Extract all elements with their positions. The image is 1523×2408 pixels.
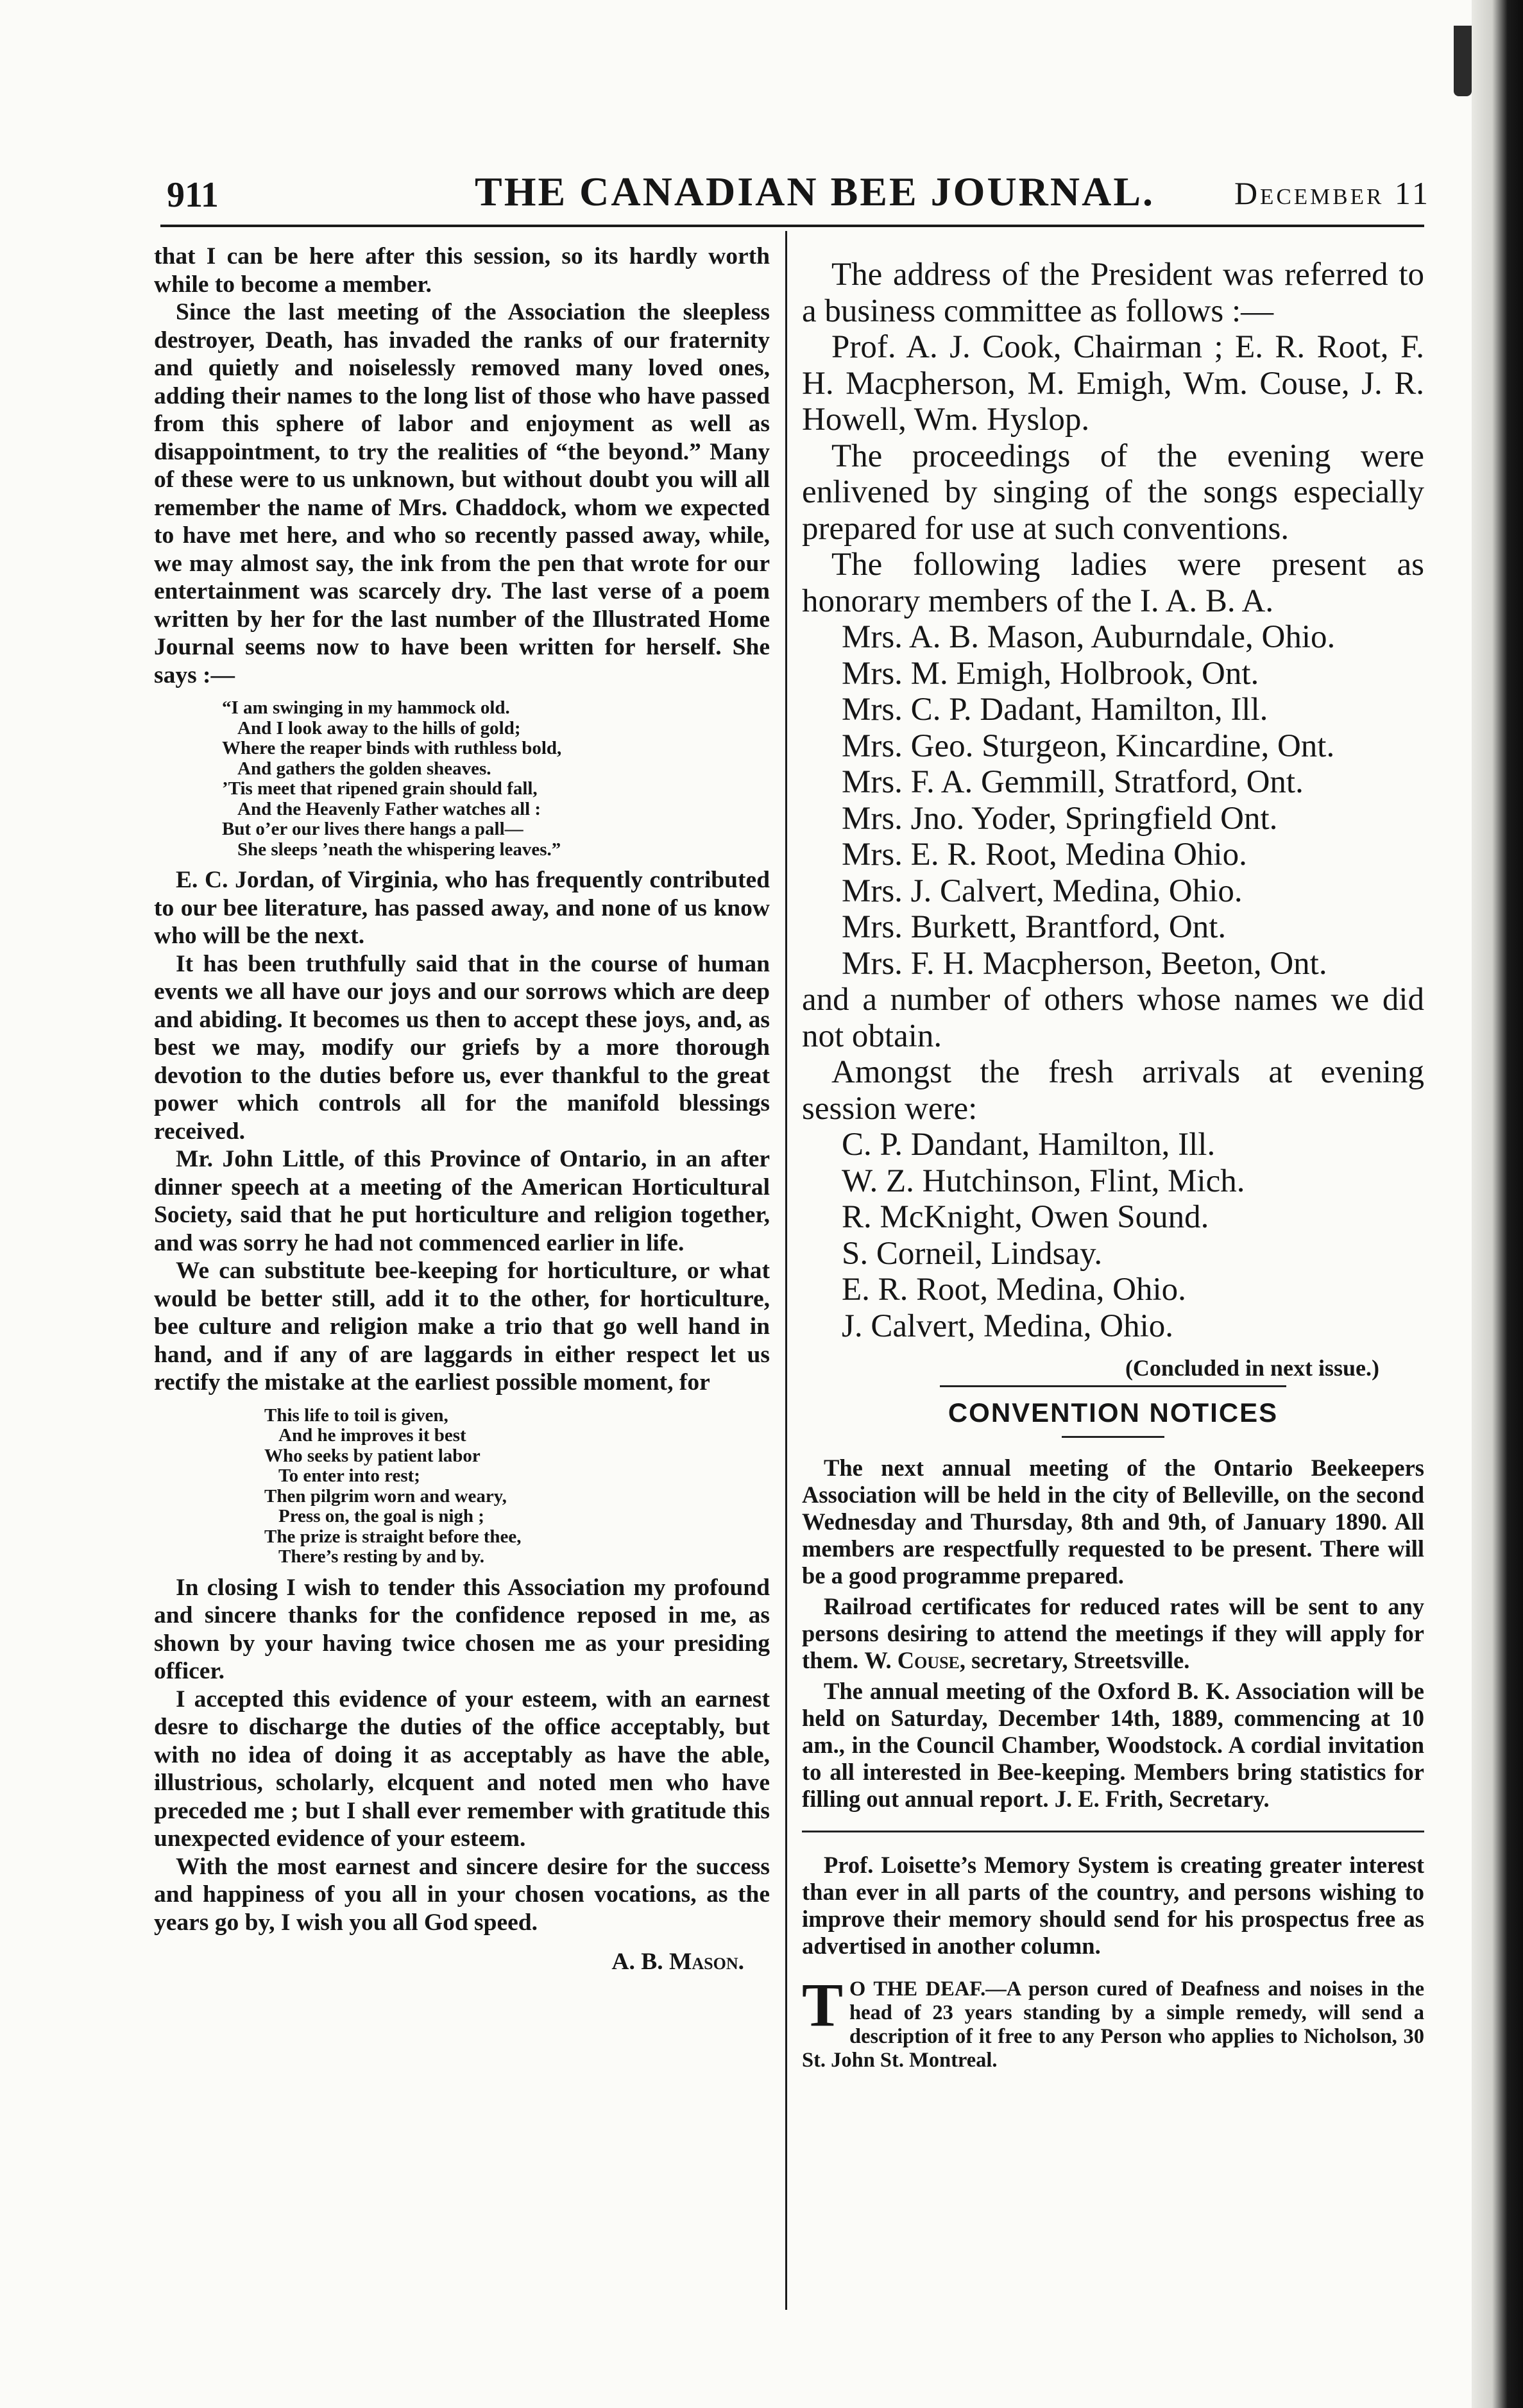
list-item: Mrs. Burkett, Brantford, Ont. — [842, 909, 1227, 945]
paragraph: E. C. Jordan, of Virginia, who has frequently contributed to our bee literature, has passed away, and none of us know who will be the next. — [154, 867, 770, 949]
notice-railroad-role: secretary, Streetsville. — [971, 1647, 1190, 1673]
author-signature: A. B. Mason. — [611, 1949, 744, 1975]
ad-deafness-cure — [802, 1970, 1424, 2072]
paragraph: Mr. John Little, of this Province of Ontario, in an after dinner speech at a meeting of the American Horticultural Society, said that he put horticulture and religion together, and was sorry he had not commenced earlier in life. — [154, 1146, 770, 1256]
header-rule — [160, 225, 1424, 227]
paragraph: The proceedings of the evening were enlivened by singing of the songs especially prepared for use at such conventions. — [802, 438, 1424, 547]
poem-line: And gathers the golden sheaves. — [237, 758, 491, 779]
notice-railroad-text: Railroad certificates for reduced rates will be sent to any persons desiring to attend the meetings if they will apply for them. — [802, 1593, 1424, 1673]
paragraph: We can substitute bee-keeping for horticulture, or what would be better still, add it to the other, for horticulture, bee culture and religion make a trio that go well hand in hand, and if any of are laggards in either respect let us rectify the mistake at the earliest possible moment, for — [154, 1258, 770, 1396]
paragraph: I accepted this evidence of your esteem, with an earnest desre to discharge the duties of the office acceptably, but with no idea of doing it as acceptably as have the able, illustrious, scholarly, elcquent and noted men who have preceded me ; but I shall ever remember with gratitude this unexpected evidence of your esteem. — [154, 1686, 770, 1852]
left-column — [154, 243, 770, 1976]
list-item: Mrs. A. B. Mason, Auburndale, Ohio. — [842, 619, 1336, 655]
section-rule — [1062, 1436, 1164, 1438]
list-item: Mrs. F. H. Macpherson, Beeton, Ont. — [842, 945, 1327, 982]
notice-railroad — [802, 1593, 1424, 1674]
paragraph: In closing I wish to tender this Association my profound and sincere thanks for the confidence reposed in me, as shown by your having twice chosen me as your presiding officer. — [154, 1574, 770, 1684]
right-column — [802, 257, 1424, 2072]
notice-railroad-name: W. Couse, — [864, 1647, 966, 1673]
poem-line: Who seeks by patient labor — [264, 1445, 481, 1466]
list-item: Mrs. J. Calvert, Medina, Ohio. — [842, 873, 1243, 909]
notices-rule — [802, 1831, 1424, 1832]
page-number: 911 — [167, 175, 219, 215]
convention-report — [802, 257, 1424, 1344]
paragraph: The address of the President was referred to a business committee as follows :— — [802, 257, 1424, 329]
poem-line: To enter into rest; — [278, 1465, 420, 1486]
paragraph: Amongst the fresh arrivals at evening session were: — [802, 1054, 1424, 1127]
poem-line: “I am swinging in my hammock old. — [222, 697, 510, 718]
advertisements — [802, 1852, 1424, 1960]
column-divider — [785, 231, 787, 2310]
notice-oxford: The annual meeting of the Oxford B. K. Association will be held on Saturday, December 14th, 1889, commencing at 10 am., in the Council Chamber, Woodstock. A cordial invitation to all interested in Bee-keeping. Members bring statistics for filling out annual report. J. E. Frith, Secretary. — [802, 1678, 1424, 1812]
paragraph: Since the last meeting of the Association the sleepless destroyer, Death, has invaded the ranks of our fraternity and quietly and noiselessly removed many loved ones, adding their names to the long list of those who have passed from this sphere of labor and enjoyment as well as disappointment, to try the realities of “the beyond.” Many of these were to us unknown, but without doubt you will all remember the name of Mrs. Chaddock, whom we expected to have met here, and who so recently passed away, while, we may almost say, the ink from the pen that wrote for our entertainment was scarcely dry. The last verse of a poem written by her for the last number of the Illustrated Home Journal seems now to have been written for herself. She says :— — [154, 299, 770, 688]
poem-line: And the Heavenly Father watches all : — [237, 798, 541, 819]
paragraph: that I can be here after this session, so its hardly worth while to become a member. — [154, 243, 770, 298]
poem-line: ’Tis meet that ripened grain should fall, — [222, 778, 538, 799]
list-item: C. P. Dandant, Hamilton, Ill. — [842, 1127, 1216, 1163]
poem-line: And he improves it best — [278, 1425, 466, 1446]
page-edge-tab — [1454, 26, 1472, 96]
drop-cap: T — [802, 1970, 844, 2039]
running-header — [128, 168, 1431, 219]
journal-title: THE CANADIAN BEE JOURNAL. — [475, 169, 1155, 214]
poem-line: The prize is straight before thee, — [264, 1526, 522, 1547]
ad-deafness-text: O THE DEAF.—A person cured of Deafness and noises in the head of 23 years standing by a simple remedy, will send a description of it free to any Person who applies to Nicholson, 30 St. John St. Montreal. — [802, 1977, 1424, 2072]
ad-loisette: Prof. Loisette’s Memory System is creating greater interest than ever in all parts of the country, and persons wishing to improve their memory should send for his prospectus free as advertised in another column. — [802, 1852, 1424, 1959]
poem-line: And I look away to the hills of gold; — [237, 717, 521, 739]
list-item: E. R. Root, Medina, Ohio. — [842, 1272, 1186, 1308]
poem-line: Press on, the goal is nigh ; — [278, 1506, 484, 1526]
honorary-ladies-list — [802, 619, 1424, 982]
notices — [802, 1455, 1424, 1813]
notice-ontario: The next annual meeting of the Ontario Beekeepers Association will be held in the city of Belleville, on the second Wednesday and Thursday, 8th and 9th, of January 1890. All members are respectfully requested to be present. There will be a good programme prepared. — [802, 1455, 1424, 1589]
list-item: R. McKnight, Owen Sound. — [842, 1199, 1209, 1235]
poem-line: Where the reaper binds with ruthless bold, — [222, 738, 562, 758]
arrivals-list — [802, 1127, 1424, 1344]
list-item: Mrs. F. A. Gemmill, Stratford, Ont. — [842, 764, 1304, 800]
list-item: Mrs. E. R. Root, Medina Ohio. — [842, 837, 1247, 873]
poem-line: This life to toil is given, — [264, 1405, 448, 1426]
paragraph: With the most earnest and sincere desire for the success and happiness of you all in your chosen vocations, as the years go by, I wish you all God speed. — [154, 1853, 770, 1936]
poem-mrs-chaddock — [154, 698, 770, 860]
poem-line: She sleeps ’neath the whispering leaves.” — [237, 839, 561, 860]
section-heading: CONVENTION NOTICES — [948, 1397, 1279, 1428]
paragraph: Prof. A. J. Cook, Chairman ; E. R. Root, F. H. Macpherson, M. Emigh, Wm. Couse, J. R. Howell, Wm. Hyslop. — [802, 329, 1424, 438]
paragraph: The following ladies were present as honorary members of the I. A. B. A. — [802, 547, 1424, 619]
list-item: Mrs. Geo. Sturgeon, Kincardine, Ont. — [842, 728, 1335, 764]
list-item: S. Corneil, Lindsay. — [842, 1235, 1103, 1272]
poem-line: But o’er our lives there hangs a pall— — [222, 819, 523, 839]
paragraph: and a number of others whose names we did not obtain. — [802, 982, 1424, 1054]
list-item: J. Calvert, Medina, Ohio. — [842, 1308, 1173, 1344]
list-item: Mrs. Jno. Yoder, Springfield Ont. — [842, 800, 1278, 837]
paragraph: It has been truthfully said that in the course of human events we all have our joys and our sorrows which are deep and abiding. It becomes us then to accept these joys, and, as best we may, modify our griefs by a more thorough devotion to the duties before us, ever thankful to the great power which controls all for the manifold blessings received. — [154, 950, 770, 1145]
list-item: Mrs. C. P. Dadant, Hamilton, Ill. — [842, 692, 1268, 728]
poem-life-to-toil — [154, 1406, 770, 1567]
poem-line: Then pilgrim worn and weary, — [264, 1485, 507, 1507]
poem-line: There’s resting by and by. — [278, 1546, 484, 1567]
list-item: W. Z. Hutchinson, Flint, Mich. — [842, 1163, 1245, 1199]
list-item: Mrs. M. Emigh, Holbrook, Ont. — [842, 655, 1259, 692]
continued-note: (Concluded in next issue.) — [1125, 1355, 1379, 1381]
page-edge-shadow — [1472, 0, 1523, 2408]
section-rule — [940, 1385, 1286, 1387]
issue-date: December 11 — [1234, 175, 1431, 211]
